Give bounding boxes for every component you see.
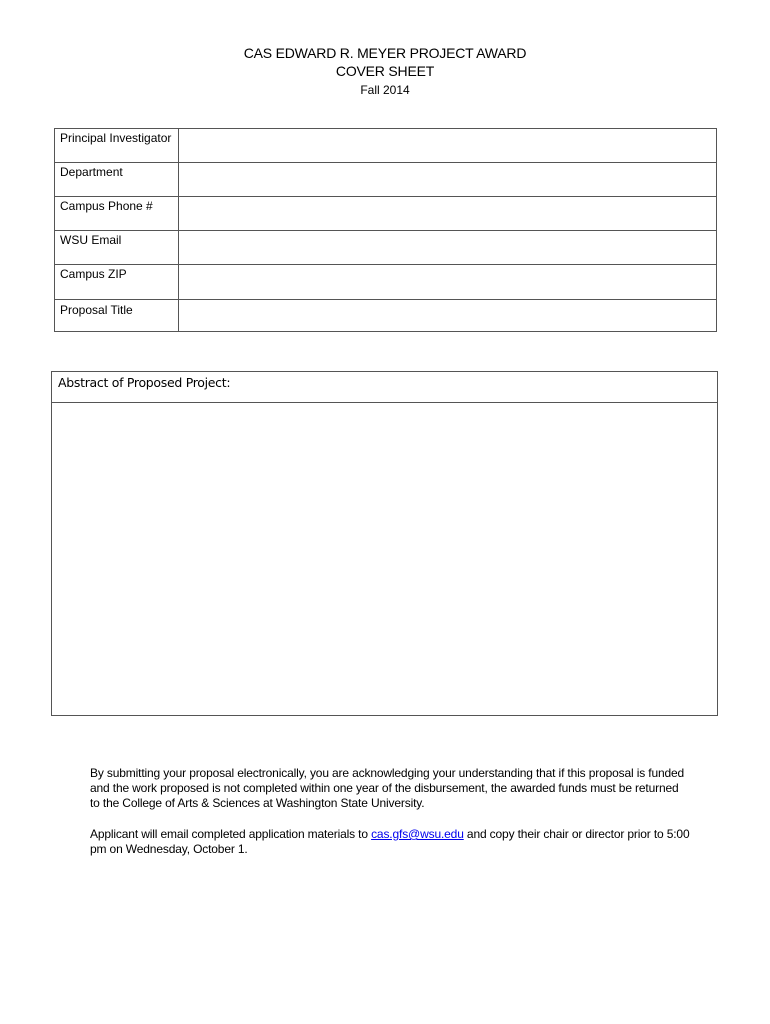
proposal-title-field[interactable] bbox=[179, 300, 717, 332]
principal-investigator-field[interactable] bbox=[179, 129, 717, 163]
term-label: Fall 2014 bbox=[360, 83, 410, 97]
table-row bbox=[55, 265, 717, 300]
applicant-info-table bbox=[54, 128, 717, 332]
department-label: Department bbox=[55, 163, 179, 197]
cover-sheet-heading: COVER SHEET bbox=[335, 63, 435, 79]
instructions-text-end: and copy their chair or director prior to 5:00 pm on Wednesday, October 1. bbox=[90, 827, 690, 856]
funding-acknowledgement-text: By submitting your proposal electronically, you are acknowledging your understanding that if this proposal is funded and the work proposed is not completed within one year of the disbursement, the awarded funds must be returned to the College of Arts & Sciences at Washington State University. bbox=[90, 766, 685, 810]
abstract-box bbox=[51, 371, 718, 716]
table-row bbox=[55, 231, 717, 265]
department-field[interactable] bbox=[179, 163, 717, 197]
title-block bbox=[0, 44, 770, 98]
proposal-title-label: Proposal Title bbox=[55, 300, 179, 332]
email-link[interactable]: cas.gfs@wsu.edu bbox=[371, 827, 464, 841]
wsu-email-field[interactable] bbox=[179, 231, 717, 265]
instructions-text-start: Applicant will email completed application materials to bbox=[90, 827, 372, 841]
campus-phone-label: Campus Phone # bbox=[55, 197, 179, 231]
campus-phone-field[interactable] bbox=[179, 197, 717, 231]
campus-zip-field[interactable] bbox=[179, 265, 717, 300]
table-row bbox=[55, 197, 717, 231]
table-row bbox=[55, 300, 717, 332]
table-row bbox=[55, 163, 717, 197]
abstract-field[interactable] bbox=[52, 403, 717, 715]
wsu-email-label: WSU Email bbox=[55, 231, 179, 265]
award-title: CAS EDWARD R. MEYER PROJECT AWARD bbox=[243, 45, 527, 61]
submission-instructions bbox=[90, 827, 690, 857]
principal-investigator-label: Principal Investigator bbox=[55, 129, 179, 163]
campus-zip-label: Campus ZIP bbox=[55, 265, 179, 300]
submission-notice bbox=[90, 766, 690, 873]
table-row bbox=[55, 129, 717, 163]
abstract-label: Abstract of Proposed Project: bbox=[52, 372, 717, 403]
